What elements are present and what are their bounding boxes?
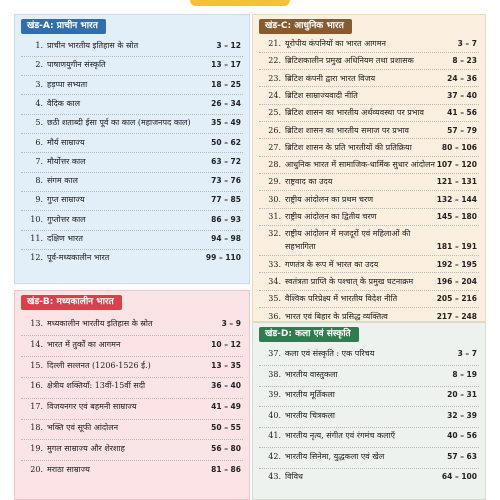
chapter-number: 33.	[268, 259, 281, 269]
row-divider	[259, 156, 479, 157]
page-range: 8 – 23	[452, 56, 477, 66]
row-divider	[21, 133, 243, 134]
chapter-number: 16.	[30, 381, 43, 391]
chapter-title: भक्ति एवं सूफी आंदोलन	[47, 423, 119, 432]
row-divider	[21, 335, 243, 336]
row-divider	[259, 307, 479, 308]
toc-row	[253, 89, 485, 103]
row-divider	[21, 152, 243, 153]
chapter-number: 8.	[35, 176, 43, 186]
chapter-number: 10.	[30, 214, 43, 224]
chapter-title: क्षेत्रीय शक्तियाँ: 13वीं-15वीं सदी	[47, 381, 146, 391]
chapter-title: मराठा साम्राज्य	[47, 464, 90, 474]
chapter-title: पूर्व-मध्यकालीन भारत	[47, 253, 110, 263]
chapter-number: 25.	[268, 108, 281, 118]
row-divider	[21, 439, 243, 440]
chapter-title: विविध	[285, 472, 303, 481]
section-b-panel	[14, 290, 250, 500]
chapter-number: 19.	[30, 443, 43, 453]
toc-row	[253, 409, 485, 423]
row-divider	[259, 138, 479, 139]
page-range: 26 – 34	[211, 98, 241, 108]
page-range: 41 – 49	[211, 402, 241, 412]
row-divider	[259, 290, 479, 291]
page-range: 8 – 19	[452, 369, 477, 379]
section-d-header: खंड-D: कला एवं संस्कृति	[259, 327, 359, 342]
chapter-title: ब्रिटिश शासन का भारतीय समाज पर प्रभाव	[285, 125, 409, 135]
chapter-number: 35.	[268, 294, 281, 304]
page-range: 121 – 131	[436, 177, 477, 187]
row-divider	[259, 173, 479, 174]
chapter-number: 36.	[268, 311, 281, 321]
chapter-number: 22.	[268, 56, 281, 66]
page-range: 205 – 216	[436, 294, 477, 304]
page-range: 20 – 31	[447, 390, 477, 399]
chapter-title: ब्रिटिश शासन का भारतीय अर्थव्यवस्था पर प्रभाव	[285, 108, 424, 118]
toc-row	[15, 442, 249, 456]
row-divider	[21, 172, 243, 173]
toc-row	[253, 37, 485, 51]
page-range: 37 – 40	[447, 90, 477, 100]
chapter-number: 14.	[30, 339, 43, 349]
row-divider	[259, 52, 479, 53]
page-range: 40 – 56	[447, 431, 477, 440]
row-divider	[21, 75, 243, 76]
page-range: 80 – 106	[441, 142, 477, 152]
toc-row	[253, 292, 485, 306]
toc-row	[253, 124, 485, 138]
chapter-number: 43.	[268, 472, 281, 481]
chapter-number: 34.	[268, 276, 281, 286]
page-range: 10 – 12	[211, 339, 241, 349]
page-range: 217 – 248	[436, 311, 477, 321]
toc-row	[253, 193, 485, 207]
chapter-title: मुगल साम्राज्य और शेरशाह	[47, 443, 125, 453]
chapter-title: प्राचीन भारतीय इतिहास के स्रोत	[47, 41, 139, 50]
page-range: 81 – 86	[211, 464, 241, 474]
chapter-title: यूरोपीय कंपनियों का भारत आगमन	[285, 39, 386, 48]
chapter-title: भारतीय मूर्तिकला	[285, 390, 335, 399]
row-divider	[259, 386, 479, 387]
row-divider	[259, 272, 479, 273]
row-divider	[21, 398, 243, 399]
row-divider	[21, 419, 243, 420]
chapter-title: ब्रिटिश शासन के प्रति भारतीयों की प्रतिक्रिया	[285, 142, 412, 152]
toc-row	[253, 470, 485, 484]
chapter-number: 12.	[30, 253, 43, 263]
chapter-title: छठी शताब्दी ईसा पूर्व का काल (महाजनपद काल)	[47, 118, 191, 128]
section-c-panel	[252, 14, 486, 322]
row-divider	[259, 255, 479, 256]
page-range: 50 – 55	[211, 423, 241, 432]
chapter-number: 4.	[35, 98, 43, 108]
toc-row	[253, 210, 485, 224]
chapter-title: भारत एवं बिहार के प्रसिद्ध व्यक्तित्व	[285, 311, 388, 321]
page-range: 56 – 80	[211, 443, 241, 453]
toc-row	[253, 275, 485, 289]
row-divider	[259, 69, 479, 70]
banner-tab	[190, 0, 290, 6]
page-range: 36 – 40	[211, 381, 241, 391]
chapter-title: ब्रिटिश कंपनी द्वारा भारत विजय	[285, 73, 376, 83]
page-range: 13 – 17	[211, 60, 241, 70]
section-a-header: खंड-A: प्राचीन भारत	[21, 19, 106, 34]
toc-row	[15, 213, 249, 227]
page-range: 57 – 63	[447, 451, 477, 461]
section-c-header: खंड-C: आधुनिक भारत	[259, 19, 352, 34]
row-divider	[259, 447, 479, 448]
toc-row	[15, 379, 249, 393]
page-range: 57 – 79	[447, 125, 477, 135]
chapter-title: आधुनिक भारत में सामाजिक-धार्मिक सुधार आंदोलन	[285, 160, 435, 170]
toc-row	[15, 232, 249, 246]
chapter-number: 7.	[35, 156, 43, 166]
page-range: 3 – 7	[457, 349, 477, 358]
top-banner	[0, 0, 500, 14]
row-divider	[259, 365, 479, 366]
page-range: 13 – 35	[211, 360, 241, 370]
page-range: 145 – 180	[436, 212, 477, 221]
chapter-title: हड़प्पा सभ्यता	[47, 79, 88, 89]
chapter-title: भारतीय वास्तुकला	[285, 369, 338, 379]
page-range: 50 – 62	[211, 137, 241, 147]
chapter-number: 20.	[30, 464, 43, 474]
page-range: 132 – 144	[436, 194, 477, 204]
toc-row	[15, 317, 249, 331]
chapter-number: 31.	[268, 212, 281, 221]
chapter-number: 39.	[268, 390, 281, 399]
toc-row	[15, 97, 249, 111]
chapter-title: गणतंत्र के रूप में भारत का उदय	[285, 259, 379, 269]
page-range: 99 – 110	[205, 253, 241, 263]
toc-row	[253, 175, 485, 189]
toc-row	[253, 388, 485, 402]
toc-row	[15, 174, 249, 188]
section-b-header: खंड-B: मध्यकालीन भारत	[21, 295, 122, 310]
row-divider	[21, 191, 243, 192]
row-divider	[21, 230, 243, 231]
toc-row	[253, 429, 485, 443]
row-divider	[21, 56, 243, 57]
toc-row	[15, 58, 249, 72]
toc-row	[253, 368, 485, 382]
chapter-number: 9.	[35, 195, 43, 205]
page-range: 77 – 85	[211, 195, 241, 205]
toc-row	[15, 136, 249, 150]
chapter-title: भारत में तुर्कों का आगमन	[47, 339, 121, 349]
chapter-title: भारतीय चित्रकला	[285, 410, 335, 420]
chapter-title: मध्यकालीन भारतीय इतिहास के स्रोत	[47, 319, 153, 328]
chapter-title: भारतीय सिनेमा, युद्धकला एवं खेल	[285, 451, 385, 461]
chapter-title: विजयनगर एवं बहमनी साम्राज्य	[47, 402, 137, 412]
row-divider	[259, 468, 479, 469]
toc-row	[253, 450, 485, 464]
row-divider	[259, 208, 479, 209]
chapter-number: 28.	[268, 160, 281, 170]
toc-row	[15, 359, 249, 373]
page-range: 41 – 56	[447, 108, 477, 118]
chapter-number: 2.	[35, 60, 43, 70]
page-range: 18 – 25	[211, 79, 241, 89]
page-range: 196 – 204	[436, 276, 477, 286]
chapter-number: 41.	[268, 431, 281, 440]
row-divider	[259, 121, 479, 122]
toc-row	[15, 39, 249, 53]
chapter-title: गुप्तोत्तर काल	[47, 214, 86, 224]
toc-row	[253, 106, 485, 120]
chapter-number: 23.	[268, 73, 281, 83]
page-range: 24 – 36	[447, 73, 477, 83]
chapter-title: मौर्य साम्राज्य	[47, 137, 85, 147]
chapter-number: 13.	[30, 319, 43, 328]
chapter-number: 26.	[268, 125, 281, 135]
chapter-number: 18.	[30, 423, 43, 432]
page-range: 73 – 76	[211, 176, 241, 186]
row-divider	[21, 94, 243, 95]
chapter-title: वैश्विक परिप्रेक्ष्य में भारतीय विदेश नीति	[285, 294, 398, 304]
chapter-number: 40.	[268, 410, 281, 420]
chapter-title: दक्षिण भारत	[47, 234, 83, 243]
chapter-number: 38.	[268, 369, 281, 379]
page-range: 35 – 49	[211, 118, 241, 128]
toc-row	[15, 463, 249, 477]
row-divider	[259, 427, 479, 428]
chapter-title: वैदिक काल	[47, 98, 81, 108]
page-range: 3 – 12	[216, 41, 241, 50]
page-range: 181 – 191	[436, 242, 477, 252]
toc-row	[253, 227, 485, 252]
chapter-number: 15.	[30, 360, 43, 370]
row-divider	[259, 225, 479, 226]
page-range: 107 – 120	[436, 160, 477, 170]
page-range: 64 – 100	[441, 472, 477, 481]
chapter-number: 29.	[268, 177, 281, 187]
chapter-number: 11.	[30, 234, 43, 243]
chapter-title: राष्ट्रवाद का उदय	[285, 177, 333, 187]
toc-row	[253, 141, 485, 155]
chapter-number: 37.	[268, 349, 281, 358]
toc-row	[15, 155, 249, 169]
chapter-title: कला एवं संस्कृति : एक परिचय	[285, 349, 375, 358]
toc-row	[15, 400, 249, 414]
toc-row	[253, 347, 485, 361]
toc-row	[15, 78, 249, 92]
chapter-title: भारतीय नृत्य, संगीत एवं रंगमंच कलाएँ	[285, 431, 396, 440]
toc-row	[15, 251, 249, 265]
chapter-number: 42.	[268, 451, 281, 461]
toc-row	[15, 338, 249, 352]
toc-row	[253, 158, 485, 172]
page-range: 192 – 195	[436, 259, 477, 269]
chapter-number: 27.	[268, 142, 281, 152]
chapter-number: 1.	[35, 41, 43, 50]
chapter-number: 3.	[35, 79, 43, 89]
toc-row	[253, 54, 485, 68]
chapter-title: राष्ट्रीय आंदोलन में मजदूरों एवं महिलाओं की	[285, 229, 411, 239]
section-d-panel	[252, 322, 486, 500]
chapter-title: दिल्ली सल्तनत (1206-1526 ई.)	[47, 360, 151, 370]
chapter-title: ब्रिटिश साम्राज्यवादी नीति	[285, 90, 358, 100]
chapter-number: 24.	[268, 90, 281, 100]
row-divider	[259, 86, 479, 87]
page-range: 32 – 39	[447, 410, 477, 420]
page-range: 3 – 7	[457, 39, 477, 48]
chapter-title: गुप्त साम्राज्य	[47, 195, 85, 205]
chapter-title-continued: सहभागिता	[285, 242, 316, 252]
row-divider	[259, 406, 479, 407]
chapter-number: 17.	[30, 402, 43, 412]
toc-row	[253, 258, 485, 272]
chapter-title: स्वतंत्रता प्राप्ति के पश्चात् के प्रमुख घटनाक्रम	[285, 276, 414, 286]
page-range: 86 – 93	[211, 214, 241, 224]
toc-row	[15, 116, 249, 130]
chapter-title: संगम काल	[47, 176, 78, 186]
chapter-number: 21.	[268, 39, 281, 48]
chapter-number: 32.	[268, 229, 281, 239]
row-divider	[21, 460, 243, 461]
chapter-title: ब्रिटिशकालीन प्रमुख अधिनियम तथा प्रशासक	[285, 56, 414, 66]
toc-row	[15, 421, 249, 435]
chapter-title: मौर्योत्तर काल	[47, 156, 86, 166]
row-divider	[259, 190, 479, 191]
chapter-number: 6.	[35, 137, 43, 147]
chapter-number: 30.	[268, 194, 281, 204]
chapter-number: 5.	[35, 118, 43, 128]
page-range: 94 – 98	[211, 234, 241, 243]
row-divider	[259, 104, 479, 105]
row-divider	[21, 356, 243, 357]
row-divider	[21, 377, 243, 378]
chapter-title: राष्ट्रीय आंदोलन का द्वितीय चरण	[285, 212, 377, 221]
page-range: 3 – 9	[221, 319, 241, 328]
toc-row	[15, 193, 249, 207]
chapter-title: पाषाणयुगीन संस्कृति	[47, 60, 106, 70]
page-range: 63 – 72	[211, 156, 241, 166]
toc-row	[253, 72, 485, 86]
row-divider	[21, 249, 243, 250]
row-divider	[21, 210, 243, 211]
section-a-panel	[14, 14, 250, 284]
row-divider	[21, 114, 243, 115]
chapter-title: राष्ट्रीय आंदोलन का प्रथम चरण	[285, 194, 374, 204]
